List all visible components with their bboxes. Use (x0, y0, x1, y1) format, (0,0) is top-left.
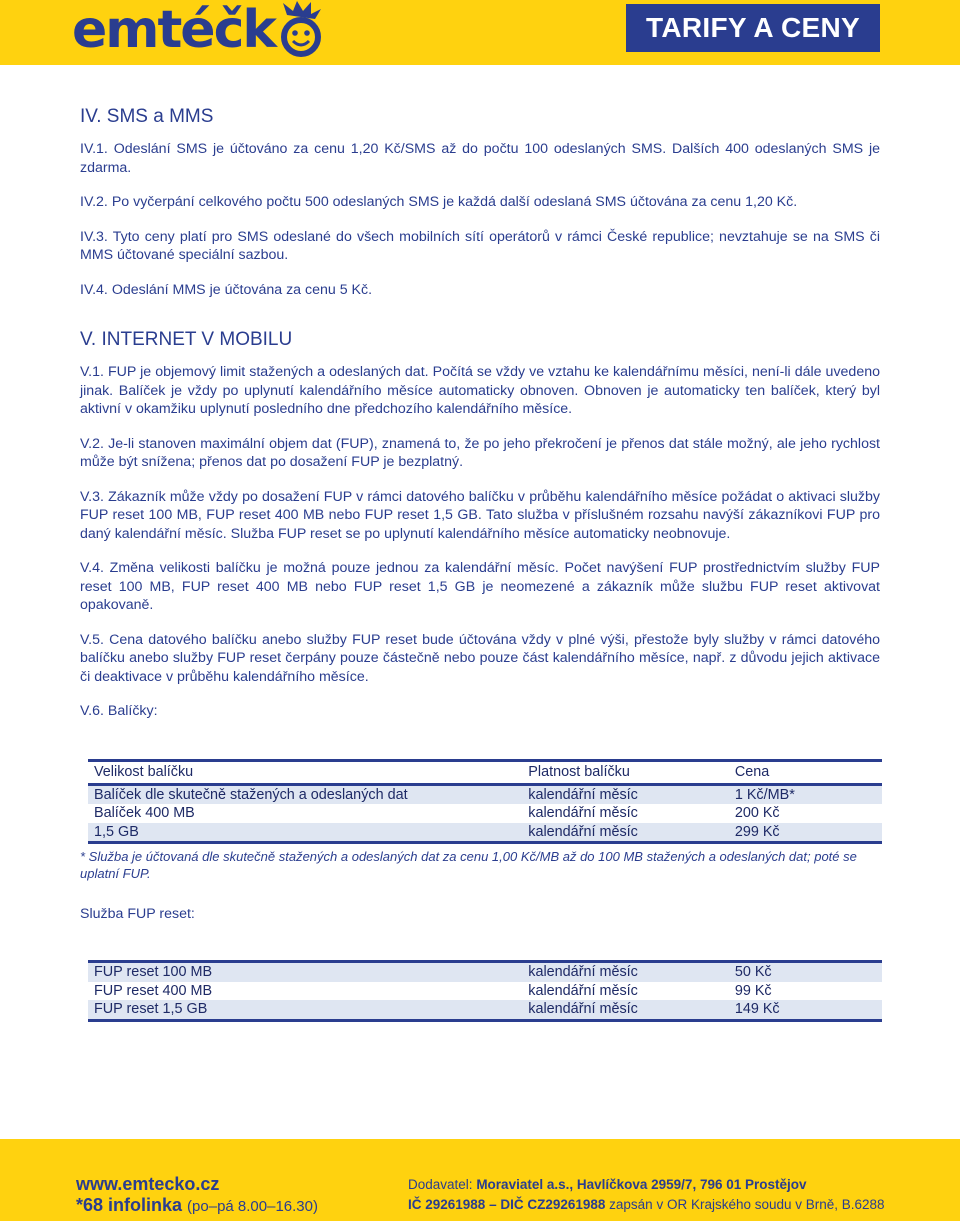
table-cell: kalendářní měsíc (522, 823, 729, 843)
fup-reset-table (88, 960, 882, 1022)
website-link[interactable]: www.emtecko.cz (76, 1174, 220, 1194)
paragraph-v-1: V.1. FUP je objemový limit stažených a odeslaných dat. Počítá se vždy ve vztahu ke kalendářnímu měsíci, není-li dále uvedeno jinak. Balíček je vždy po uplynutí kalendářního měsíce automaticky obnoven. Obnoven je automaticky ten balíček, který byl aktivní v okamžiku uplynutí posledního dne předchozího kalendářního měsíce. (80, 364, 880, 417)
page-title: TARIFY A CENY (646, 12, 860, 43)
document-content (80, 100, 880, 1022)
table-cell: kalendářní měsíc (528, 805, 638, 821)
column-header: Platnost balíčku (522, 760, 729, 784)
table-cell: 299 Kč (729, 823, 882, 843)
smiley-face-icon (277, 1, 325, 59)
packages-table (88, 759, 882, 845)
registration-info (408, 1197, 885, 1212)
infoline-number: *68 infolinka (76, 1195, 183, 1215)
header-bar (0, 0, 960, 65)
packages-footnote: * Služba je účtovaná dle skutečně stažených a odeslaných dat za cenu 1,00 Kč/MB až do 100 MB stažených a odeslaných dat; poté se uplatní FUP. (80, 849, 857, 881)
table-cell: kalendářní měsíc (522, 784, 729, 804)
paragraph-iv-1: IV.1. Odeslání SMS je účtováno za cenu 1,20 Kč/SMS až do počtu 100 odeslaných SMS. Dalších 400 odeslaných SMS je zdarma. (80, 141, 880, 176)
ico-dic: IČ 29261988 – DIČ CZ29261988 (408, 1197, 606, 1212)
table-cell: Balíček 400 MB (94, 805, 195, 821)
column-header: Cena (729, 760, 882, 784)
paragraph-iv-2: IV.2. Po vyčerpání celkového počtu 500 odeslaných SMS je každá další odeslaná SMS účtována za cenu 1,20 Kč. (80, 194, 798, 210)
table-cell: 1,5 GB (88, 823, 522, 843)
table-cell: kalendářní měsíc (522, 1000, 729, 1020)
table-row (88, 823, 882, 843)
paragraph-v-3: V.3. Zákazník může vždy po dosažení FUP v rámci datového balíčku v průběhu kalendářního měsíce požádat o aktivaci služby FUP reset 100 MB, FUP reset 400 MB nebo FUP reset 1,5 GB. Tato služba v příslušném rozsahu navýší zákazníkovi FUP pro daný kalendářní měsíc. Služba FUP reset se po uplynutí kalendářního měsíce automaticky neobnovuje. (80, 488, 880, 542)
infoline-hours: (po–pá 8.00–16.30) (187, 1198, 318, 1215)
table-cell: 50 Kč (729, 962, 882, 982)
table-cell: FUP reset 1,5 GB (88, 1000, 522, 1020)
paragraph-v-2: V.2. Je-li stanoven maximální objem dat (FUP), znamená to, že po jeho překročení je přenos dat stále možný, ale jeho rychlost může být snížena; přenos dat po dosažení FUP je bezplatný. (80, 435, 880, 470)
registry-text: zapsán v OR Krajského soudu v Brně, B.6288 (609, 1197, 885, 1212)
table-cell: 1 Kč/MB* (729, 784, 882, 804)
title-box (626, 4, 880, 52)
table-cell: 149 Kč (729, 1000, 882, 1020)
section-heading-sms: IV. SMS a MMS (80, 106, 214, 127)
logo-text: emtéčk (72, 0, 275, 60)
paragraph-v-4: V.4. Změna velikosti balíčku je možná pouze jednou za kalendářní měsíc. Počet navýšení FUP prostřednictvím služby FUP reset 100 MB, FUP reset 400 MB nebo FUP reset 1,5 GB je neomezené a zákazník může službu FUP reset aktivovat opakovaně. (80, 560, 880, 613)
table-cell: kalendářní měsíc (522, 962, 729, 982)
table-cell: Balíček dle skutečně stažených a odeslaných dat (88, 784, 522, 804)
table-row (88, 962, 882, 982)
table-row (88, 982, 882, 1001)
section-heading-internet: V. INTERNET V MOBILU (80, 329, 293, 350)
supplier-name: Moraviatel a.s., Havlíčkova 2959/7, 796 01 Prostějov (476, 1177, 807, 1192)
column-header: Velikost balíčku (88, 760, 522, 784)
table-cell: FUP reset 100 MB (88, 962, 522, 982)
table-row (88, 1000, 882, 1020)
paragraph-iv-3: IV.3. Tyto ceny platí pro SMS odeslané do všech mobilních sítí operátorů v rámci České republice; nevztahuje se na SMS či MMS účtované speciální sazbou. (80, 228, 880, 263)
table-cell: kalendářní měsíc (528, 982, 638, 999)
paragraph-iv-4: IV.4. Odeslání MMS je účtována za cenu 5 Kč. (80, 281, 373, 298)
fup-reset-label: Služba FUP reset: (80, 906, 195, 922)
supplier-info (408, 1177, 807, 1192)
supplier-label: Dodavatel: (408, 1177, 473, 1192)
paragraph-v-5: V.5. Cena datového balíčku anebo služby FUP reset bude účtována vždy v plné výši, přestože byly služby v rámci datového balíčku anebo služby FUP reset čerpány pouze částečně nebo pouze část kalendářního měsíce, např. z důvodu jejich aktivace či deaktivace v průběhu kalendářního měsíce. (80, 631, 880, 685)
table-cell: 99 Kč (734, 982, 772, 999)
paragraph-v-6: V.6. Balíčky: (80, 703, 158, 719)
table-row (88, 784, 882, 804)
infoline (76, 1195, 318, 1216)
table-header-row (88, 760, 882, 784)
table-row (88, 804, 882, 823)
emtecko-logo (72, 2, 325, 58)
table-cell: FUP reset 400 MB (94, 982, 213, 999)
table-cell: 200 Kč (734, 805, 780, 821)
